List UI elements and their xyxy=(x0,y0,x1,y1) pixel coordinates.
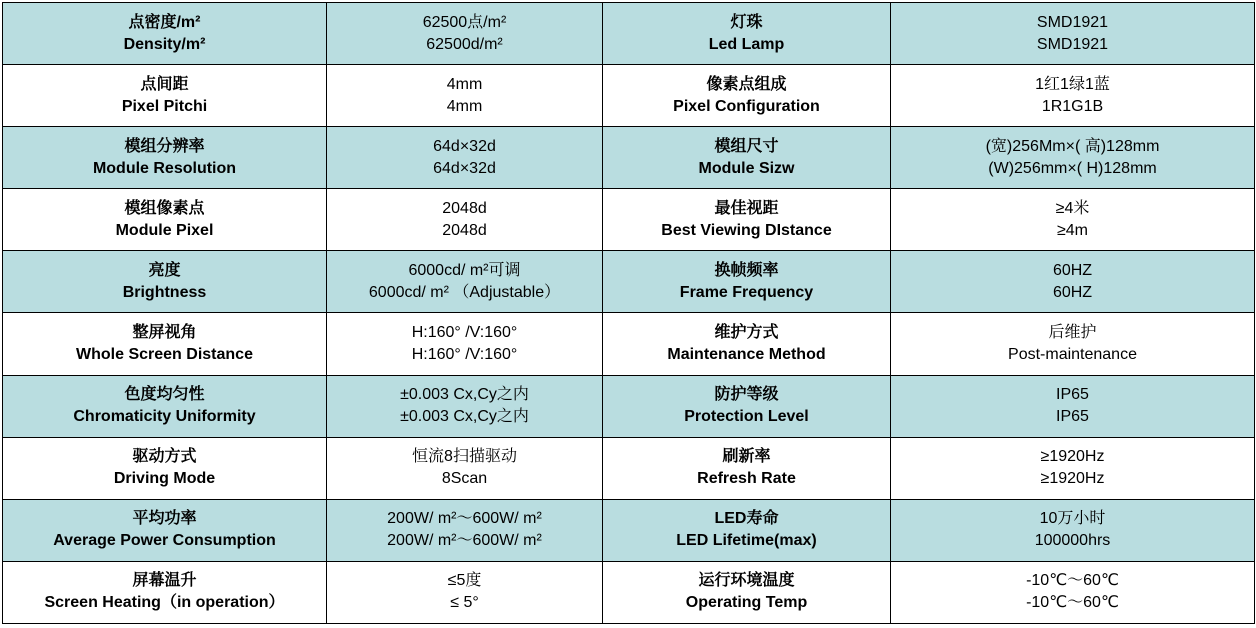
value-en: 200W/ m²～600W/ m² xyxy=(387,532,542,550)
value-en: 6000cd/ m² （Adjustable） xyxy=(368,283,561,301)
value-zh: 10万小时 xyxy=(1039,510,1106,528)
spec-value-cell xyxy=(327,65,603,127)
spec-value-cell xyxy=(891,437,1255,499)
label-en: Module Pixel xyxy=(115,221,214,239)
spec-label-cell xyxy=(603,313,891,375)
table-row xyxy=(3,437,1255,499)
value-zh: (宽)256Mm×( 高)128mm xyxy=(985,137,1160,155)
value-zh: 2048d xyxy=(442,199,487,217)
table-row xyxy=(3,3,1255,65)
value-zh: 恒流8扫描驱动 xyxy=(412,448,517,466)
spec-value-cell xyxy=(327,437,603,499)
spec-value-cell xyxy=(891,561,1255,623)
spec-value-cell xyxy=(891,251,1255,313)
value-en: -10℃～60℃ xyxy=(1026,594,1119,612)
label-zh: 平均功率 xyxy=(132,510,197,528)
spec-label-cell xyxy=(3,375,327,437)
spec-label-cell xyxy=(603,3,891,65)
table-row xyxy=(3,561,1255,623)
value-zh: SMD1921 xyxy=(1036,13,1109,31)
spec-table xyxy=(2,2,1255,624)
spec-value-cell xyxy=(327,499,603,561)
value-en: ≥1920Hz xyxy=(1040,470,1105,488)
value-en: 1R1G1B xyxy=(1041,97,1104,115)
label-zh: 驱动方式 xyxy=(132,448,197,466)
spec-label-cell xyxy=(603,65,891,127)
value-en: 4mm xyxy=(446,97,483,115)
table-row xyxy=(3,375,1255,437)
spec-label-cell xyxy=(603,499,891,561)
value-zh: 1红1绿1蓝 xyxy=(1035,75,1110,93)
label-zh: 防护等级 xyxy=(714,386,779,404)
label-zh: 最佳视距 xyxy=(714,199,779,217)
table-row xyxy=(3,251,1255,313)
spec-label-cell xyxy=(603,189,891,251)
spec-value-cell xyxy=(327,375,603,437)
table-row xyxy=(3,313,1255,375)
value-en: 64d×32d xyxy=(433,159,496,177)
spec-value-cell xyxy=(327,561,603,623)
table-row xyxy=(3,127,1255,189)
label-en: Best Viewing DIstance xyxy=(661,221,832,239)
label-en: Refresh Rate xyxy=(697,470,796,488)
spec-label-cell xyxy=(3,127,327,189)
spec-label-cell xyxy=(603,375,891,437)
spec-value-cell xyxy=(327,313,603,375)
label-zh: 灯珠 xyxy=(730,13,763,31)
spec-value-cell xyxy=(327,189,603,251)
spec-label-cell xyxy=(603,251,891,313)
label-zh: 换帧频率 xyxy=(714,261,779,279)
value-zh: 62500点/m² xyxy=(422,13,507,31)
value-zh: 64d×32d xyxy=(433,137,496,155)
label-zh: 模组像素点 xyxy=(124,199,205,217)
value-zh: -10℃～60℃ xyxy=(1026,572,1119,590)
label-en: Protection Level xyxy=(684,408,809,426)
spec-label-cell xyxy=(3,251,327,313)
label-en: Screen Heating（in operation） xyxy=(44,594,285,612)
spec-value-cell xyxy=(891,189,1255,251)
label-zh: 运行环境温度 xyxy=(698,572,795,590)
value-en: 100000hrs xyxy=(1034,532,1111,550)
value-en: H:160° /V:160° xyxy=(411,346,518,364)
label-zh: 刷新率 xyxy=(722,448,771,466)
table-row xyxy=(3,499,1255,561)
table-row xyxy=(3,189,1255,251)
label-zh: 整屏视角 xyxy=(132,324,197,342)
label-en: Whole Screen Distance xyxy=(76,346,253,364)
label-zh: 点间距 xyxy=(140,75,189,93)
label-zh: 模组尺寸 xyxy=(714,137,779,155)
value-en: 62500d/m² xyxy=(426,35,503,53)
value-en: ≤ 5° xyxy=(450,594,479,612)
spec-value-cell xyxy=(891,499,1255,561)
value-zh: 4mm xyxy=(446,75,483,93)
spec-label-cell xyxy=(3,189,327,251)
value-zh: 200W/ m²～600W/ m² xyxy=(387,510,542,528)
spec-label-cell xyxy=(3,3,327,65)
spec-label-cell xyxy=(603,437,891,499)
value-en: 8Scan xyxy=(441,470,488,488)
value-zh: 60HZ xyxy=(1052,261,1093,279)
value-zh: H:160° /V:160° xyxy=(411,324,518,342)
spec-value-cell xyxy=(891,65,1255,127)
spec-label-cell xyxy=(603,561,891,623)
spec-label-cell xyxy=(603,127,891,189)
value-en: IP65 xyxy=(1056,408,1089,426)
value-en: 60HZ xyxy=(1052,283,1093,301)
label-zh: 屏幕温升 xyxy=(132,572,197,590)
label-en: Driving Mode xyxy=(113,470,216,488)
label-en: Module Sizw xyxy=(698,159,795,177)
value-en: ±0.003 Cx,Cy之内 xyxy=(400,408,529,426)
label-en: Maintenance Method xyxy=(667,346,826,364)
value-zh: ≥4米 xyxy=(1055,199,1090,217)
label-en: Module Resolution xyxy=(92,159,237,177)
label-en: LED Lifetime(max) xyxy=(676,532,817,550)
table-row xyxy=(3,65,1255,127)
spec-value-cell xyxy=(891,313,1255,375)
value-zh: ±0.003 Cx,Cy之内 xyxy=(400,386,529,404)
label-en: Density/m² xyxy=(123,35,206,53)
value-en: ≥4m xyxy=(1056,221,1088,239)
label-en: Pixel Configuration xyxy=(673,97,820,115)
value-en: SMD1921 xyxy=(1036,35,1109,53)
label-en: Brightness xyxy=(122,283,207,301)
label-en: Operating Temp xyxy=(685,594,808,612)
spec-value-cell xyxy=(891,375,1255,437)
spec-label-cell xyxy=(3,65,327,127)
spec-label-cell xyxy=(3,313,327,375)
label-en: Average Power Consumption xyxy=(53,532,276,550)
value-en: 2048d xyxy=(442,221,487,239)
spec-value-cell xyxy=(891,3,1255,65)
label-en: Led Lamp xyxy=(708,35,785,53)
spec-label-cell xyxy=(3,561,327,623)
value-zh: ≤5度 xyxy=(447,572,482,590)
spec-value-cell xyxy=(891,127,1255,189)
label-zh: 亮度 xyxy=(148,261,181,279)
label-zh: LED寿命 xyxy=(714,510,779,528)
spec-label-cell xyxy=(3,499,327,561)
label-zh: 维护方式 xyxy=(714,324,779,342)
spec-value-cell xyxy=(327,127,603,189)
value-zh: IP65 xyxy=(1056,386,1089,404)
spec-label-cell xyxy=(3,437,327,499)
label-zh: 色度均匀性 xyxy=(124,386,205,404)
spec-value-cell xyxy=(327,3,603,65)
spec-value-cell xyxy=(327,251,603,313)
label-zh: 像素点组成 xyxy=(706,75,787,93)
value-zh: 6000cd/ m²可调 xyxy=(408,261,521,279)
label-en: Frame Frequency xyxy=(679,283,814,301)
label-en: Chromaticity Uniformity xyxy=(73,408,256,426)
label-zh: 模组分辨率 xyxy=(124,137,205,155)
value-en: Post-maintenance xyxy=(1008,346,1137,364)
label-zh: 点密度/m² xyxy=(128,13,201,31)
value-en: (W)256mm×( H)128mm xyxy=(988,159,1157,177)
label-en: Pixel Pitchi xyxy=(121,97,208,115)
value-zh: ≥1920Hz xyxy=(1040,448,1105,466)
value-zh: 后维护 xyxy=(1048,324,1097,342)
